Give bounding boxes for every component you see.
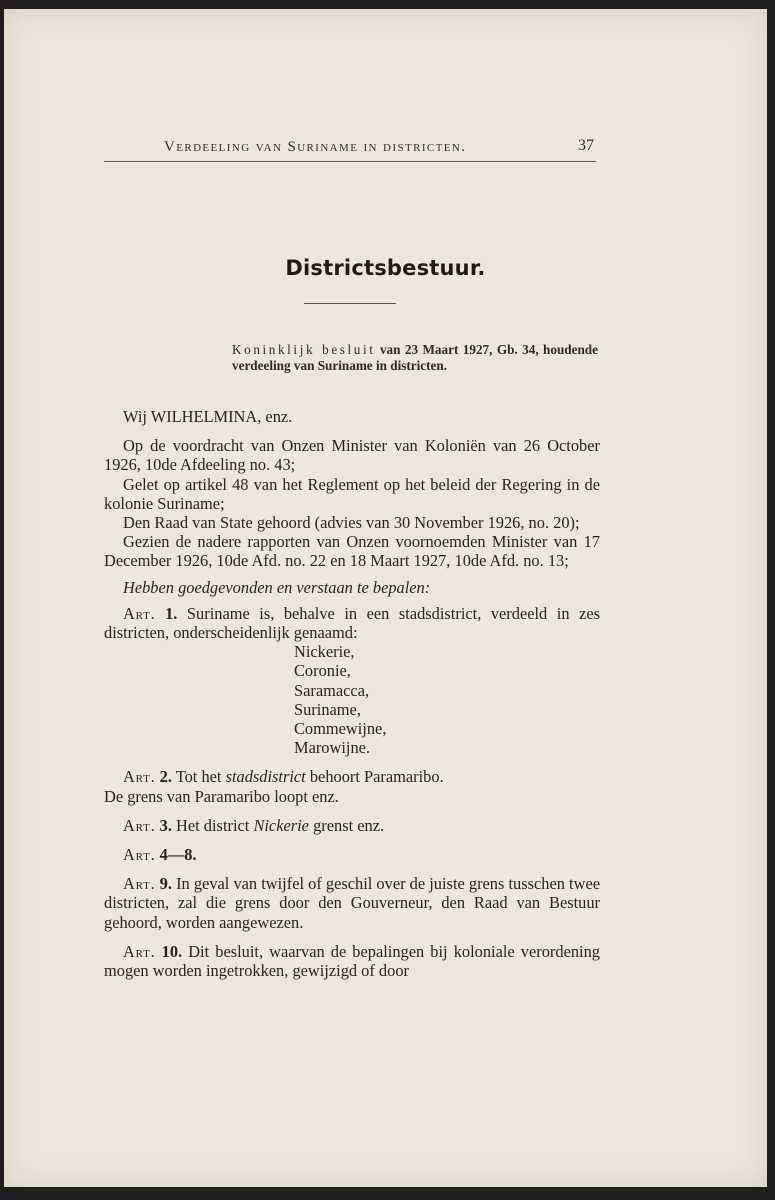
opening-line: Wij WILHELMINA, enz. — [123, 407, 293, 426]
decree-reference — [232, 342, 598, 374]
running-head — [104, 137, 596, 162]
article-text: Tot het — [175, 767, 226, 787]
article-2 — [104, 767, 600, 786]
article-number: 1. — [165, 603, 178, 623]
article-text: grenst enz. — [308, 815, 385, 835]
consideration-2: Gelet op artikel 48 van het Reglement op het beleid der Regering in de kolonie Suriname; — [104, 474, 600, 513]
district-item: Commewijne, — [294, 719, 387, 739]
district-item: Suriname, — [294, 699, 361, 719]
running-head-title: Verdeeling van Suriname in districten. — [164, 139, 467, 155]
article-label: Art. — [123, 845, 156, 865]
article-3 — [104, 816, 600, 835]
book-page — [4, 9, 767, 1187]
district-item: Marowijne. — [294, 738, 371, 758]
article-text: behoort Paramaribo. — [305, 767, 444, 787]
article-label: Art. — [123, 815, 156, 835]
article-number: 3. — [159, 815, 172, 835]
resolve-clause: Hebben goedgevonden en verstaan te bepalen: — [123, 577, 431, 597]
article-1 — [104, 604, 600, 642]
article-label: Art. — [123, 603, 156, 623]
article-10 — [104, 942, 600, 980]
article-2-line-2: De grens van Paramaribo loopt enz. — [104, 786, 339, 806]
consideration-4: Gezien de nadere rapporten van Onzen voornoemden Minister van 17 December 1926, 10de Afd. no. 22 en 18 Maart 1927, 10de Afd. no. 13; — [104, 532, 600, 571]
article-number: 10. — [161, 941, 183, 961]
heading-rule — [304, 303, 396, 304]
decree-label: Koninklijk besluit — [232, 342, 376, 357]
article-9 — [104, 874, 600, 932]
section-heading: Districtsbestuur. — [285, 256, 486, 280]
article-italic: Nickerie — [253, 815, 309, 835]
article-number: 4—8. — [159, 845, 197, 865]
decree-text: van 23 Maart 1927, Gb. 34, houdende verdeeling van Suriname in districten. — [232, 342, 598, 373]
district-list — [294, 642, 600, 757]
article-label: Art. — [123, 941, 156, 961]
article-italic: stadsdistrict — [225, 767, 306, 787]
page-number: 37 — [578, 137, 594, 154]
article-number: 2. — [159, 767, 172, 787]
consideration-3: Den Raad van State gehoord (advies van 30 November 1926, no. 20); — [123, 513, 580, 533]
district-item: Nickerie, — [294, 642, 355, 662]
decree-body — [104, 407, 600, 980]
article-text: In geval van twijfel of geschil over de juiste grens tusschen twee districten, zal die grens door den Gouverneur, den Raad van Bestuur gehoord, worden aangewezen. — [104, 874, 600, 932]
consideration-1: Op de voordracht van Onzen Minister van Koloniën van 26 October 1926, 10de Afdeeling no. 43; — [104, 436, 600, 475]
article-4-8 — [104, 845, 600, 864]
article-text: Suriname is, behalve in een stadsdistrict, verdeeld in zes districten, onderscheidenlijk genaamd: — [104, 603, 600, 643]
article-text: Het district — [176, 815, 254, 835]
article-label: Art. — [123, 874, 156, 894]
article-number: 9. — [159, 874, 172, 894]
district-item: Coronie, — [294, 661, 351, 681]
district-item: Saramacca, — [294, 680, 370, 700]
article-text: Dit besluit, waarvan de bepalingen bij koloniale verordening mogen worden ingetrokken, gewijzigd of door — [104, 941, 600, 981]
article-label: Art. — [123, 767, 156, 787]
